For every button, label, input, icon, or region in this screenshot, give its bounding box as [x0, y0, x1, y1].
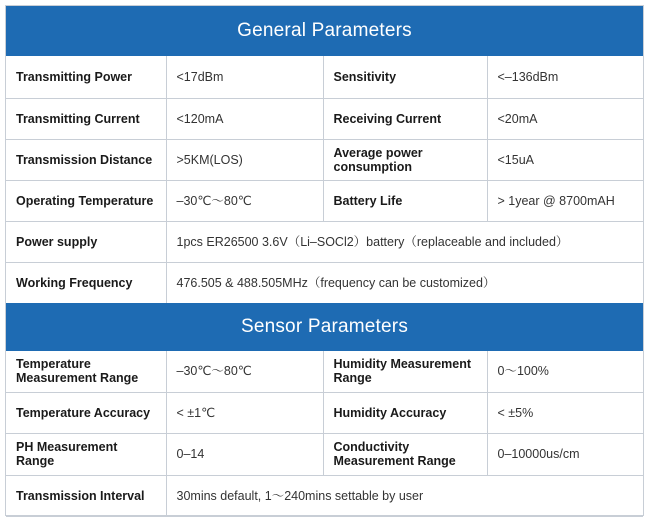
param-value: 0–14	[166, 433, 323, 475]
param-label: Working Frequency	[6, 262, 166, 303]
param-label: Transmitting Power	[6, 56, 166, 98]
table-row	[6, 262, 643, 303]
general-parameters-title: General Parameters	[237, 20, 412, 41]
table-row	[6, 139, 643, 180]
sensor-parameters-header	[6, 303, 643, 351]
param-label: Transmission Interval	[6, 475, 166, 516]
param-label: Battery Life	[323, 180, 487, 221]
param-value: <20mA	[487, 98, 643, 139]
param-label: Temperature Accuracy	[6, 392, 166, 433]
param-value: > 1year @ 8700mAH	[487, 180, 643, 221]
param-value: <–136dBm	[487, 56, 643, 98]
param-value: 476.505 & 488.505MHz（frequency can be customized）	[166, 262, 643, 303]
table-row	[6, 392, 643, 433]
param-value: >5KM(LOS)	[166, 139, 323, 180]
param-label: Temperature Measurement Range	[6, 351, 166, 392]
param-value: < ±5%	[487, 392, 643, 433]
param-value: 0–10000us/cm	[487, 433, 643, 475]
param-value: 0～100%	[487, 351, 643, 392]
param-label: Humidity Measurement Range	[323, 351, 487, 392]
table-row	[6, 351, 643, 392]
param-label: Sensitivity	[323, 56, 487, 98]
general-parameters-table	[6, 56, 643, 304]
param-value: 1pcs ER26500 3.6V（Li–SOCl2）battery（replaceable and included）	[166, 221, 643, 262]
param-label: Operating Temperature	[6, 180, 166, 221]
param-label: Transmission Distance	[6, 139, 166, 180]
parameters-sheet	[5, 5, 644, 516]
table-row	[6, 475, 643, 516]
sensor-parameters-title: Sensor Parameters	[240, 316, 409, 337]
param-value: <15uA	[487, 139, 643, 180]
param-value: –30℃～80℃	[166, 180, 323, 221]
table-row	[6, 180, 643, 221]
param-label: PH Measurement Range	[6, 433, 166, 475]
sensor-parameters-table	[6, 351, 643, 517]
table-row	[6, 433, 643, 475]
table-row	[6, 56, 643, 98]
param-value: <17dBm	[166, 56, 323, 98]
param-value: <120mA	[166, 98, 323, 139]
param-label: Average power consumption	[323, 139, 487, 180]
table-row	[6, 221, 643, 262]
param-value: < ±1℃	[166, 392, 323, 433]
param-label: Power supply	[6, 221, 166, 262]
param-label: Transmitting Current	[6, 98, 166, 139]
table-row	[6, 98, 643, 139]
param-value: 30mins default, 1～240mins settable by user	[166, 475, 643, 516]
param-label: Conductivity Measurement Range	[323, 433, 487, 475]
param-value: –30℃～80℃	[166, 351, 323, 392]
param-label: Receiving Current	[323, 98, 487, 139]
param-label: Humidity Accuracy	[323, 392, 487, 433]
general-parameters-header	[6, 6, 643, 56]
